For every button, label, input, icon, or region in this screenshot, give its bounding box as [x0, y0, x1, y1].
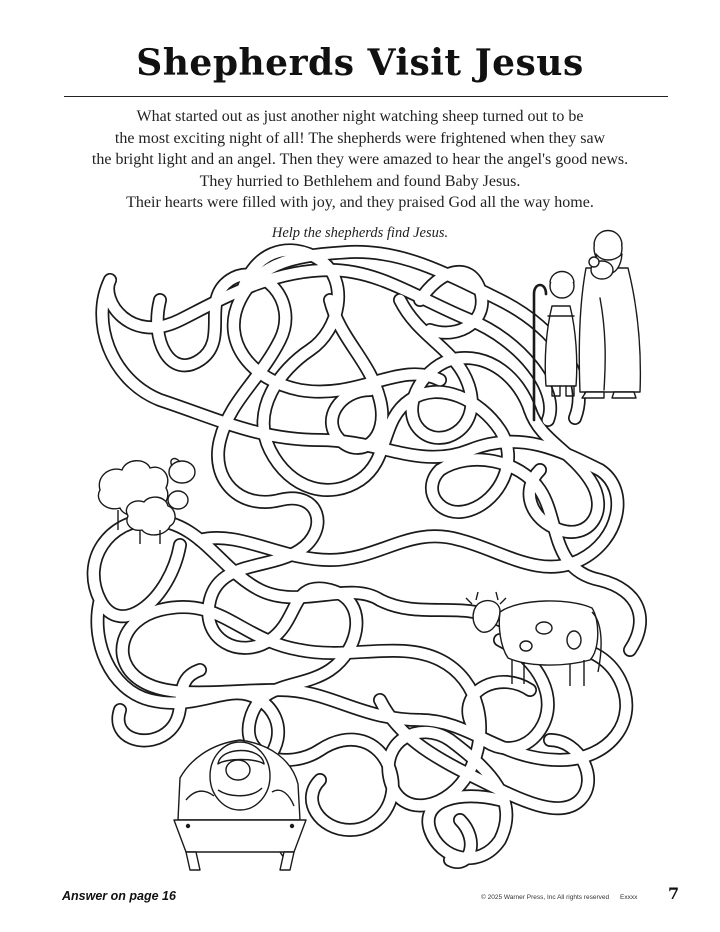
intro-line: the most exciting night of all! The shepherds were frightened when they saw: [114, 129, 606, 147]
copyright-notice: © 2025 Warner Press, Inc All rights reserved: [481, 894, 610, 901]
page-number: 7: [668, 884, 680, 903]
maze-instruction: Help the shepherds find Jesus.: [271, 225, 449, 241]
page-title: Shepherds Visit Jesus: [136, 42, 584, 84]
product-code: Exxxx: [620, 894, 638, 901]
intro-line: They hurried to Bethlehem and found Baby Jesus.: [199, 172, 521, 190]
intro-line: the bright light and an angel. Then they were amazed to hear the angel's good news.: [91, 151, 629, 168]
intro-line: Their hearts were filled with joy, and they praised God all the way home.: [126, 194, 594, 211]
answer-note: Answer on page 16: [62, 889, 176, 903]
intro-line: What started out as just another night watching sheep turned out to be: [136, 108, 584, 125]
